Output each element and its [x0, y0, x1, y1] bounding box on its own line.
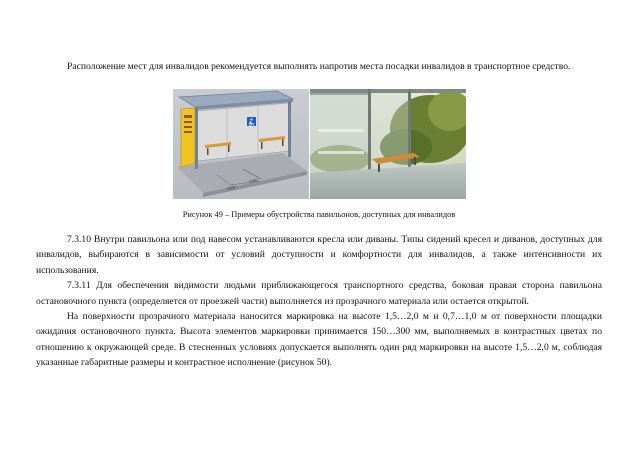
figure-caption: Рисунок 49 – Примеры обустройства павильонов, доступных для инвалидов: [182, 210, 456, 219]
dimension-label-1: 1500: [226, 184, 236, 191]
shelter-rendering-image: [173, 89, 309, 199]
shelter-photo-image: [310, 89, 466, 199]
body-text: [36, 232, 602, 371]
paragraph-marking: На поверхности прозрачного материала наносится маркировка на высоте 1,5…2,0 м и 0,7…1,0 м от поверхности площадки ожидания остановочного пункта. Высота элементов маркировки принимается 150…300 мм, выполняемых в контрастных цветах по отношению к окружающей среде. В стесненных условиях допускается выполнять один ряд маркировки на высоте 1,5…2,0 м, соблюдая указанные габаритные размеры и контрастное исполнение (рисунок 50).: [36, 311, 602, 369]
dimension-label-2: 1500: [248, 177, 258, 184]
figure-49: [173, 89, 466, 199]
paragraph-7-3-11: 7.3.11 Для обеспечения видимости людьми приближающегося транспортного средства, боковая правая сторона павильона остановочного пункта (определяется от проезжей части) выполняется из прозрачного материала или остается открытой.: [36, 280, 602, 307]
intro-paragraph: Расположение мест для инвалидов рекомендуется выполнять напротив места посадки инвалидов в транспортное средство.: [67, 61, 571, 72]
paragraph-7-3-10: 7.3.10 Внутри павильона или под навесом устанавливаются кресла или диваны. Типы сидений кресел и диванов, доступных для инвалидов, выбираются в зависимости от условий доступности и комфортности для инвалидов, а также интенсивности их использования.: [36, 234, 602, 276]
